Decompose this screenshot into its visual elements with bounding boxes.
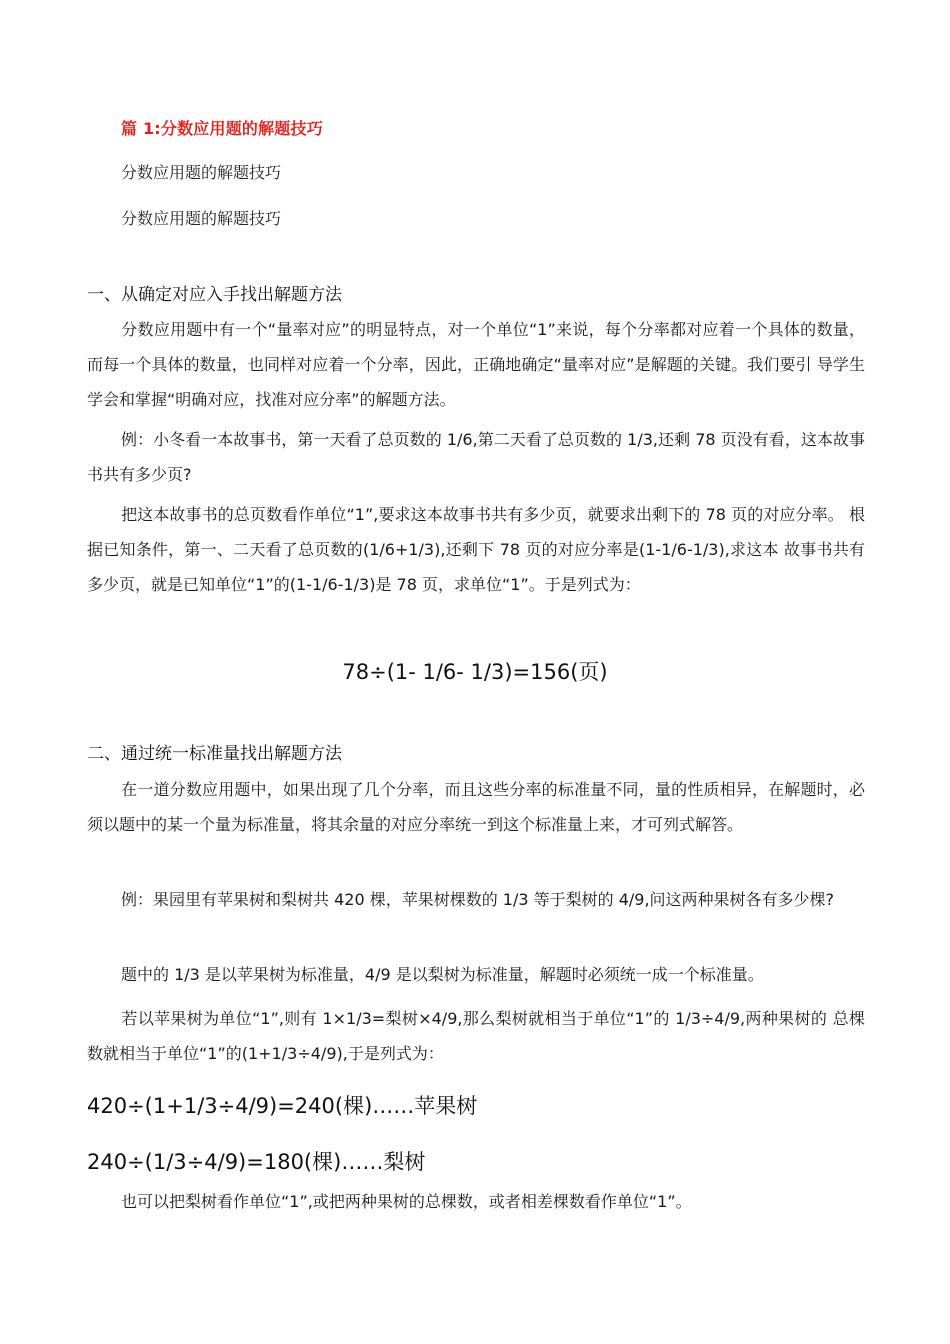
note-paragraph [87, 957, 865, 992]
example-paragraph [87, 882, 865, 917]
section-heading: 二、通过统一标准量找出解题方法 [87, 744, 342, 764]
example-text: 例：小冬看一本故事书，第一天看了总页数的 1/6,第二天看了总页数的 1/3,还剩 78 页没有看，这本故事 书共有多少页? [87, 430, 865, 484]
solution-paragraph [87, 1001, 865, 1071]
example-text: 例：果园里有苹果树和梨树共 420 棵，苹果树棵数的 1/3 等于梨树的 4/9,问这两种果树各有多少棵? [121, 890, 835, 909]
paragraph-text: 在一道分数应用题中，如果出现了几个分率，而且这些分率的标准量不同，量的性质相异，在解题时，必 须以题中的某一个量为标准量，将其余量的对应分率统一到这个标准量上来，才可列式解答。 [87, 780, 865, 834]
formula: 420÷(1+1/3÷4/9)=240(棵)……苹果树 [87, 1094, 478, 1118]
formula: 78÷(1- 1/6- 1/3)=156(页) [342, 660, 608, 684]
example-paragraph [87, 422, 865, 492]
paragraph [87, 312, 865, 417]
document-title: 篇 1:分数应用题的解题技巧 [121, 119, 323, 138]
paragraph [87, 772, 865, 842]
solution-paragraph [87, 497, 865, 602]
closing-text: 也可以把梨树看作单位“1”,或把两种果树的总棵数，或者相差棵数看作单位“1”。 [121, 1192, 692, 1211]
section-heading: 一、从确定对应入手找出解题方法 [87, 285, 342, 305]
closing-paragraph [87, 1184, 865, 1219]
note-text: 题中的 1/3 是以苹果树为标准量，4/9 是以梨树为标准量，解题时必须统一成一个标准量。 [121, 965, 764, 984]
solution-text: 把这本故事书的总页数看作单位“1”,要求这本故事书共有多少页，就要求出剩下的 78 页的对应分率。 根据已知条件，第一、二天看了总页数的(1/6+1/3),还剩下 78 页的对应分率是(1-1/6-1/3),求这本 故事书共有多少页，就是已知单位“1”的(1-1/6-1/3)是 78 页，求单位“1”。于是列式为： [87, 505, 865, 594]
subtitle: 分数应用题的解题技巧 [121, 163, 282, 182]
solution-text: 若以苹果树为单位“1”,则有 1×1/3=梨树×4/9,那么梨树就相当于单位“1”的 1/3÷4/9,两种果树的 总棵数就相当于单位“1”的(1+1/3÷4/9),于是列式为： [87, 1009, 865, 1063]
formula: 240÷(1/3÷4/9)=180(棵)……梨树 [87, 1150, 426, 1174]
paragraph-text: 分数应用题中有一个“量率对应”的明显特点，对一个单位“1”来说，每个分率都对应着一个具体的数量，而每一个具体的数量，也同样对应着一个分率，因此，正确地确定“量率对应”是解题的关键。我们要引 导学生学会和掌握“明确对应，找准对应分率”的解题方法。 [87, 320, 865, 409]
subtitle: 分数应用题的解题技巧 [121, 209, 282, 228]
